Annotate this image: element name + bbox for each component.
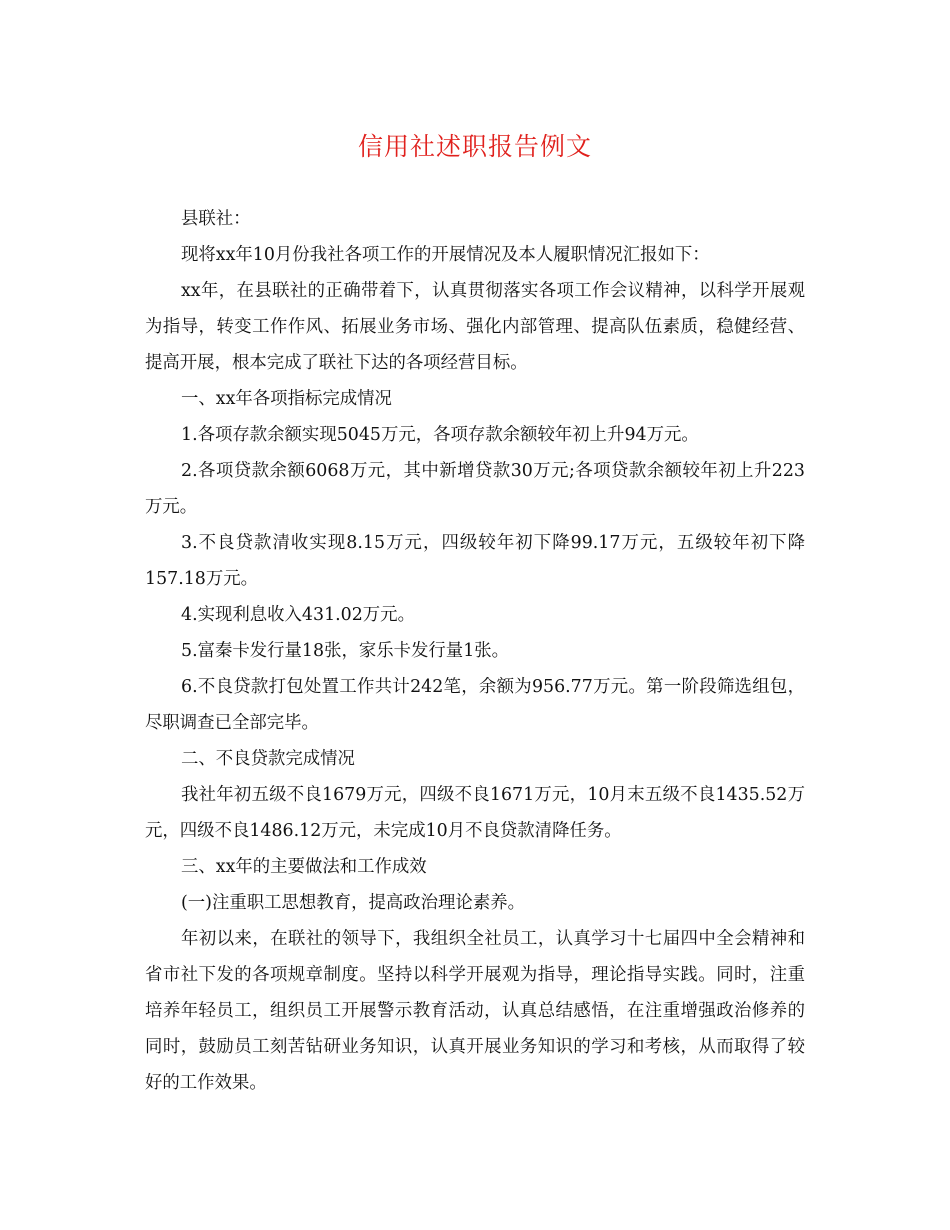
indicator-item-3: 3.不良贷款清收实现8.15万元，四级较年初下降99.17万元，五级较年初下降157.18万元。 [145, 533, 805, 589]
summary-paragraph: xx年，在县联社的正确带着下，认真贯彻落实各项工作会议精神，以科学开展观为指导，转变工作作风、拓展业务市场、强化内部管理、提高队伍素质，稳健经营、提高开展，根本完成了联社下达的各项经营目标。 [145, 281, 805, 373]
section-heading-3: 三、xx年的主要做法和工作成效 [181, 857, 427, 877]
nonperforming-loan-paragraph: 我社年初五级不良1679万元，四级不良1671万元，10月末五级不良1435.52万元，四级不良1486.12万元，未完成10月不良贷款清降任务。 [145, 785, 805, 841]
intro-paragraph: 现将xx年10月份我社各项工作的开展情况及本人履职情况汇报如下： [181, 245, 710, 265]
indicator-item-5: 5.富秦卡发行量18张，家乐卡发行量1张。 [181, 641, 510, 661]
section-heading-1: 一、xx年各项指标完成情况 [181, 389, 392, 409]
salutation: 县联社： [181, 209, 251, 229]
indicator-item-2: 2.各项贷款余额6068万元，其中新增贷款30万元;各项贷款余额较年初上升223万元。 [145, 461, 805, 517]
section-heading-2: 二、不良贷款完成情况 [181, 749, 355, 769]
indicator-item-1: 1.各项存款余额实现5045万元，各项存款余额较年初上升94万元。 [181, 425, 699, 445]
indicator-item-4: 4.实现利息收入431.02万元。 [181, 605, 415, 625]
indicator-item-6: 6.不良贷款打包处置工作共计242笔，余额为956.77万元。第一阶段筛选组包，尽职调查已全部完毕。 [145, 677, 805, 733]
education-paragraph: 年初以来，在联社的领导下，我组织全社员工，认真学习十七届四中全会精神和省市社下发的各项规章制度。坚持以科学开展观为指导，理论指导实践。同时，注重培养年轻员工，组织员工开展警示教育活动，认真总结感悟，在注重增强政治修养的同时，鼓励员工刻苦钻研业务知识，认真开展业务知识的学习和考核，从而取得了较好的工作效果。 [145, 929, 805, 1093]
document-title: 信用社述职报告例文 [357, 132, 592, 161]
document-body [145, 201, 805, 1101]
subsection-heading-1: (一)注重职工思想教育，提高政治理论素养。 [181, 893, 525, 913]
